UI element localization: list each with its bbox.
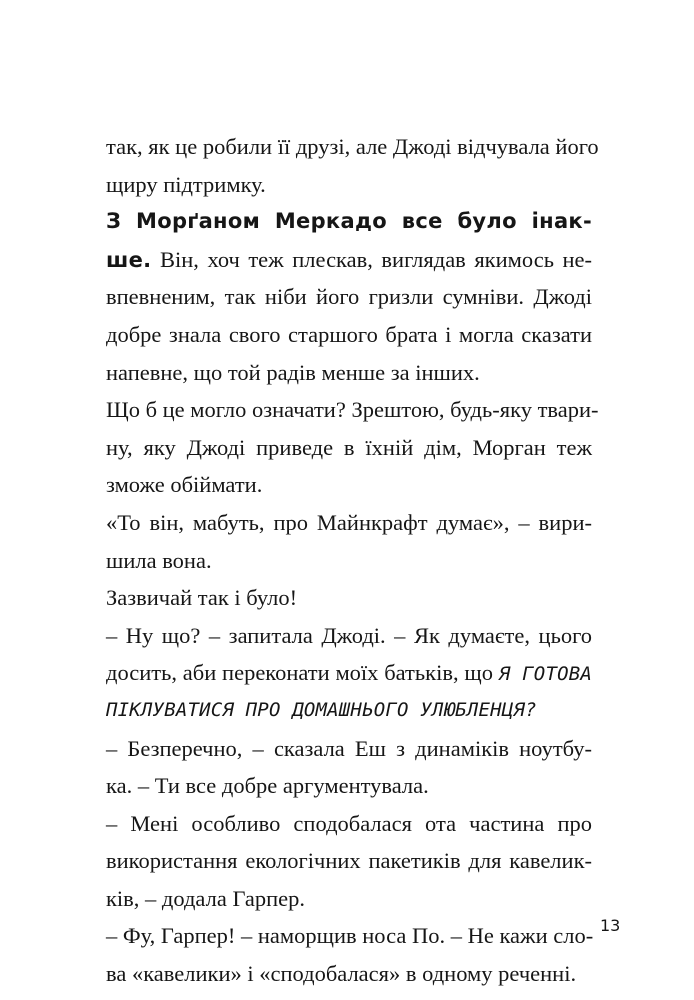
text-line: зможе обіймати. — [106, 472, 263, 498]
text-fragment: Він, хоч теж плескав, виглядав якимось не- — [159, 246, 593, 272]
body-text — [106, 128, 599, 993]
text-line: ка. – Ти все добре аргументувала. — [106, 773, 429, 799]
text-line: Що б це могло означати? Зрештою, будь-яку твари- — [106, 397, 599, 423]
text-line: – Мені особливо сподобалася ота частина про — [106, 810, 592, 836]
text-line: – Ну що? – запитала Джоді. – Як думаєте, цього — [106, 622, 592, 648]
text-line: – Фу, Гарпер! – наморщив носа По. – Не кажи сло- — [106, 923, 594, 949]
text-line: так, як це робили її друзі, але Джоді відчувала його — [106, 134, 599, 159]
text-line: «То він, мабуть, про Майнкрафт думає», – вири- — [106, 509, 592, 535]
text-line: напевне, що той радів менше за інших. — [106, 359, 480, 385]
text-line: Зазвичай так і було! — [106, 585, 298, 611]
display-heading-line: З Морґаном Меркадо все було інак- — [106, 209, 592, 234]
text-line: шила вона. — [106, 547, 212, 573]
display-heading-fragment: ше. — [106, 247, 152, 272]
text-line: ків, – додала Гарпер. — [106, 885, 306, 911]
text-line: щиру підтримку. — [106, 171, 266, 197]
text-line: впевненим, так ніби його гризли сумніви. Джоді — [106, 284, 592, 310]
text-line: використання екологічних пакетиків для кавелик- — [106, 848, 592, 874]
handwritten-fragment: Я ГОТОВА — [498, 663, 593, 686]
text-fragment: досить, аби переконати моїх батьків, що — [106, 660, 493, 686]
text-line: ну, яку Джоді приведе в їхній дім, Морган теж — [106, 434, 592, 460]
text-line: добре знала свого старшого брата і могла сказати — [106, 321, 592, 347]
text-line: – Безперечно, – сказала Еш з динаміків ноутбу- — [106, 735, 592, 761]
page-number: 13 — [600, 916, 621, 935]
text-line — [106, 241, 592, 279]
text-line: ва «кавелики» і «сподобалася» в одному реченні. — [106, 961, 577, 987]
handwritten-line: ПІКЛУВАТИСЯ ПРО ДОМАШНЬОГО УЛЮБЛЕНЦЯ? — [106, 698, 537, 721]
text-line — [106, 654, 592, 692]
